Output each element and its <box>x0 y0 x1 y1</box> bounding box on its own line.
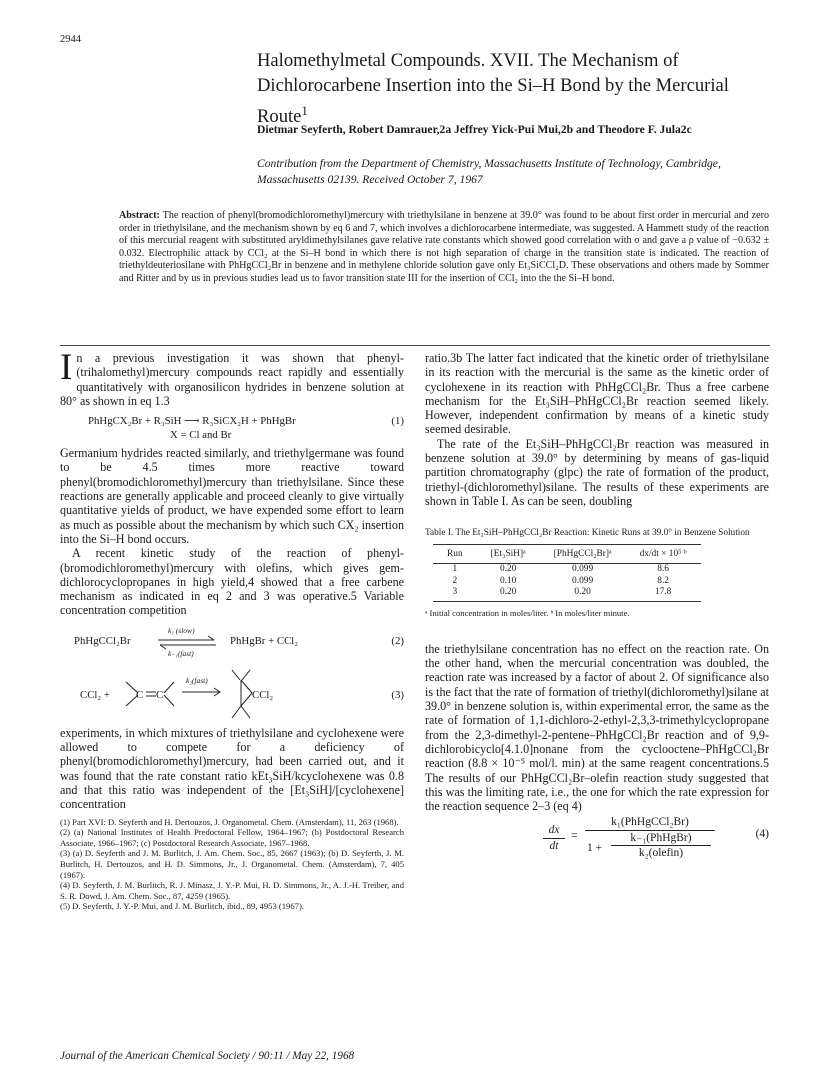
eq4-one-plus: 1 + <box>587 841 603 854</box>
eq3-product: CCl₂ <box>252 688 274 701</box>
affiliation: Contribution from the Department of Chemistry, Massachusetts Institute of Technology, Cambridge, Massachusetts 02139. Received October 7, 1967 <box>257 157 721 186</box>
table-cell: 0.20 <box>477 587 540 601</box>
table-cell: 0.20 <box>540 587 626 601</box>
table-header-row <box>433 544 701 563</box>
right-paragraph-2: The rate of the Et₃SiH–PhHgCCl₂Br reaction was measured in benzene solution at 39.0° by determining by means of gas-liquid partition chromatography (glpc) the rate of formation of the product, triethyl-(dichloromethyl)silane. The results of these experiments are shown in Table I. As can be seen, doubling <box>425 436 769 508</box>
table-cell: 1 <box>452 564 458 575</box>
eq1-condition: X = Cl and Br <box>170 429 232 442</box>
paragraph-3: A recent kinetic study of the reaction of phenyl-(bromodichloromethyl)mercury with olefins, which gives gem-dichlorocyclopropanes in high yield,4 showed that a free carbene mechanism as indicated in eq 2 and 3 was operative.5 Variable concentration competition <box>60 546 404 618</box>
drop-cap: I <box>60 347 73 388</box>
paragraph-4: experiments, in which mixtures of triethylsilane and cyclohexene were allowed to compete for a deficiency of phenyl(bromodichloromethyl)mercury, had been carried out, and it was found that the rate constant ratio kEt₃SiH/kcyclohexene was 0.8 and that this ratio was independent of the [Et₃SiH]/[cyclohexene] concentration <box>60 725 404 812</box>
footnote-1: (1) Part XVI: D. Seyferth and H. Dertouzos, J. Organometal. Chem. (Amsterdam), 11, 263 (1968). <box>60 816 399 827</box>
eq2-reactant: PhHgCCl₂Br <box>74 634 131 647</box>
table-cell: 17.8 <box>626 587 701 601</box>
title-footnote-mark: 1 <box>301 103 308 118</box>
table-row <box>433 576 701 588</box>
title-text: Halomethylmetal Compounds. XVII. The Mechanism of Dichlorocarbene Insertion into the Si–H Bond by the Mercurial Route <box>257 50 729 128</box>
eq3-number: (3) <box>391 688 404 701</box>
table-row <box>433 564 701 576</box>
eq4-inner-numerator: k₋₁(PhHgBr) <box>630 831 692 844</box>
table-cell: 0.099 <box>572 575 594 586</box>
table-header: [Et₃SiH]ᵃ <box>477 544 540 563</box>
footnotes <box>60 817 404 912</box>
table-header: [PhHgCCl₂Br]ᵃ <box>540 544 626 563</box>
eq1-number: (1) <box>391 415 404 428</box>
paragraph-2: Germanium hydrides reacted similarly, and triethylgermane was found to be 4.5 times more reactive toward phenyl(bromodichloromethyl)mercury than triethylsilane. Since these reactions are generally applicable and proceed cleanly to give virtually quantitative yields of product, we have expended some effort to learn as much as possible about the mechanism by which such CX₂ insertion into the Si–H bond occurs. <box>60 446 404 546</box>
table-cell: 0.20 <box>499 564 517 575</box>
equation-2 <box>60 624 404 664</box>
table-header: Run <box>433 544 477 563</box>
table-cell: 8.2 <box>657 575 669 586</box>
eq4-lhs <box>543 823 565 853</box>
eq4-equals: = <box>571 830 578 843</box>
table-cell: 3 <box>433 587 477 601</box>
table-caption: Table I. The Et₃SiH–PhHgCCl₂Br Reaction: Kinetic Runs at 39.0° in Benzene Solution <box>425 528 750 539</box>
table-cell: 0.10 <box>499 575 517 586</box>
kinetics-table <box>433 544 701 602</box>
table-1 <box>425 528 769 620</box>
eq1-reaction: PhHgCX₂Br + R₃SiH ⟶ R₃SiCX₂H + PhHgBr <box>88 415 296 428</box>
author-list: Dietmar Seyferth, Robert Damrauer,2a Jeffrey Yick-Pui Mui,2b and Theodore F. Jula2c <box>257 123 692 136</box>
section-divider <box>60 345 770 346</box>
eq2-number: (2) <box>391 634 404 647</box>
abstract <box>119 210 769 285</box>
eq2-km1-label: k₋₁(fast) <box>168 648 194 658</box>
abstract-label: Abstract: <box>119 210 160 221</box>
eq4-rhs <box>585 815 715 866</box>
right-paragraph-1: ratio.3b The latter fact indicated that the kinetic order of triethylsilane in its reaction with the mercurial is the same as the kinetic order of cyclohexene in its reaction with PhHgCCl₂Br. Thus a free carbene mechanism for the Et₃SiH–PhHgCCl₂Br reaction seemed likely. However, independent confirmation by means of a kinetic study seemed desirable. <box>425 351 769 437</box>
table-row <box>433 587 701 601</box>
equation-4 <box>425 817 769 871</box>
right-paragraph-3: the triethylsilane concentration has no effect on the reaction rate. On the other hand, when the mercurial concentration was doubled, the reaction rate was increased by a factor of about 2. Of significance also is the fact that the rate of formation of triethyl(dichloromethyl)silane at 39.0° in benzene solution is, within experimental error, the same as the rate of formation of 1,1-dichloro-2-ethyl-2,3,3-trimethylcyclopropane from the 2,3-dimethyl-2-pentene–PhHgCCl₂Br reaction and of 9,9-dichlorobicyclo[4.1.0]nonane from the cyclooctene–PhHgCCl₂Br reaction (8.8 × 10⁻⁵ mol/l. min) at the same reagent concentrations.5 The results of our PhHgCCl₂Br–olefin reaction study suggested that this was the limiting rate, i.e., the one for which the rate expression for the reaction sequence 2–3 (eq 4) <box>425 641 769 814</box>
eq4-rhs-numerator: k₁(PhHgCCl₂Br) <box>611 816 689 829</box>
footnote-5: (5) D. Seyferth, J. Y.-P. Mui, and J. M. Burlitch, ibid., 89, 4953 (1967). <box>60 901 304 912</box>
table-header: dx/dt × 10⁵ ᵇ <box>626 544 701 563</box>
intro-paragraph <box>60 347 404 408</box>
table-note: ᵃ Initial concentration in moles/liter. ᵇ In moles/liter minute. <box>425 607 630 618</box>
left-column <box>60 347 404 912</box>
footnote-2: (2) (a) National Institutes of Health Predoctoral Fellow, 1964–1967; (b) Postdoctoral Research Associate, 1966–1967; (c) Postdoctoral Research Associate, 1967–1968. <box>60 827 404 848</box>
eq3-reactant: CCl₂ + <box>80 688 110 701</box>
table-cell: 8.6 <box>657 564 669 575</box>
equation-1 <box>60 414 404 444</box>
table-cell: 2 <box>452 575 458 586</box>
olefin-structure-icon <box>122 676 176 714</box>
abstract-text: The reaction of phenyl(bromodichloromethyl)mercury with triethylsilane in benzene at 39.0° was found to be about first order in mercurial and zero order in triethylsilane, and the mechanism shown by eq 6 and 7, which involves a dichlorocarbene intermediate, was suggested. A Hammett study of the reaction of this mercurial reagent with substituted aryldimethylsilanes gave relative rate constants which showed good correlation with σ and gave a ρ value of −0.632 ± 0.032. Electrophilic attack by CCl₂ at the Si–H bond in which there is not high separation of charge in the transition state is indicated. The reaction of triethyldeuteriosilane with PhHgCCl₂Br in benzene and in methylene chloride solution gave only Et₃SiCCl₂D. These observations and others made by Sommer and Ritter and by us in previous studies lead us to favor transition state III for the insertion of CCl₂ into the the Si–H bond. <box>119 210 769 284</box>
svg-text:C: C <box>136 688 144 701</box>
eq4-inner-denominator: k₂(olefin) <box>611 845 711 860</box>
paper-title <box>257 48 777 129</box>
intro-text: n a previous investigation it was shown that phenyl-(trihalomethyl)mercury compounds react rapidly and essentially quantitatively with organosilicon hydrides in benzene solution at 80° as shown in eq 1.3 <box>60 351 404 408</box>
eq4-number: (4) <box>755 828 769 841</box>
right-column <box>425 351 769 871</box>
eq4-rhs-denominator <box>585 830 715 867</box>
svg-text:C: C <box>156 688 164 701</box>
footnote-4: (4) D. Seyferth, J. M. Burlitch, R. J. Minasz, J. Y.-P. Mui, H. D. Simmons, Jr., A. J.-H. Treiber, and S. R. Dowd, J. Am. Chem. Soc., 87, 4259 (1965). <box>60 880 404 901</box>
eq2-products: PhHgBr + CCl₂ <box>230 634 299 647</box>
equation-3 <box>60 666 404 726</box>
journal-footer: Journal of the American Chemical Society / 90:11 / May 22, 1968 <box>60 1050 355 1062</box>
eq4-inner-fraction <box>611 831 711 861</box>
eq2-k1-label: k₁ (slow) <box>168 625 195 635</box>
page-number: 2944 <box>60 34 81 45</box>
eq4-lhs-denominator: dt <box>543 838 565 853</box>
table-cell: 0.099 <box>572 564 594 575</box>
footnote-3: (3) (a) D. Seyferth and J. M. Burlitch, J. Am. Chem. Soc., 85, 2667 (1963); (b) D. Seyferth, J. M. Burlitch, H. Dertouzos, and H. D. Simmons, Jr., J. Organometal. Chem. (Amsterdam), 7, 405 (1967). <box>60 848 404 880</box>
eq3-k2-label: k₂(fast) <box>186 675 208 685</box>
eq4-lhs-numerator: dx <box>548 824 560 837</box>
